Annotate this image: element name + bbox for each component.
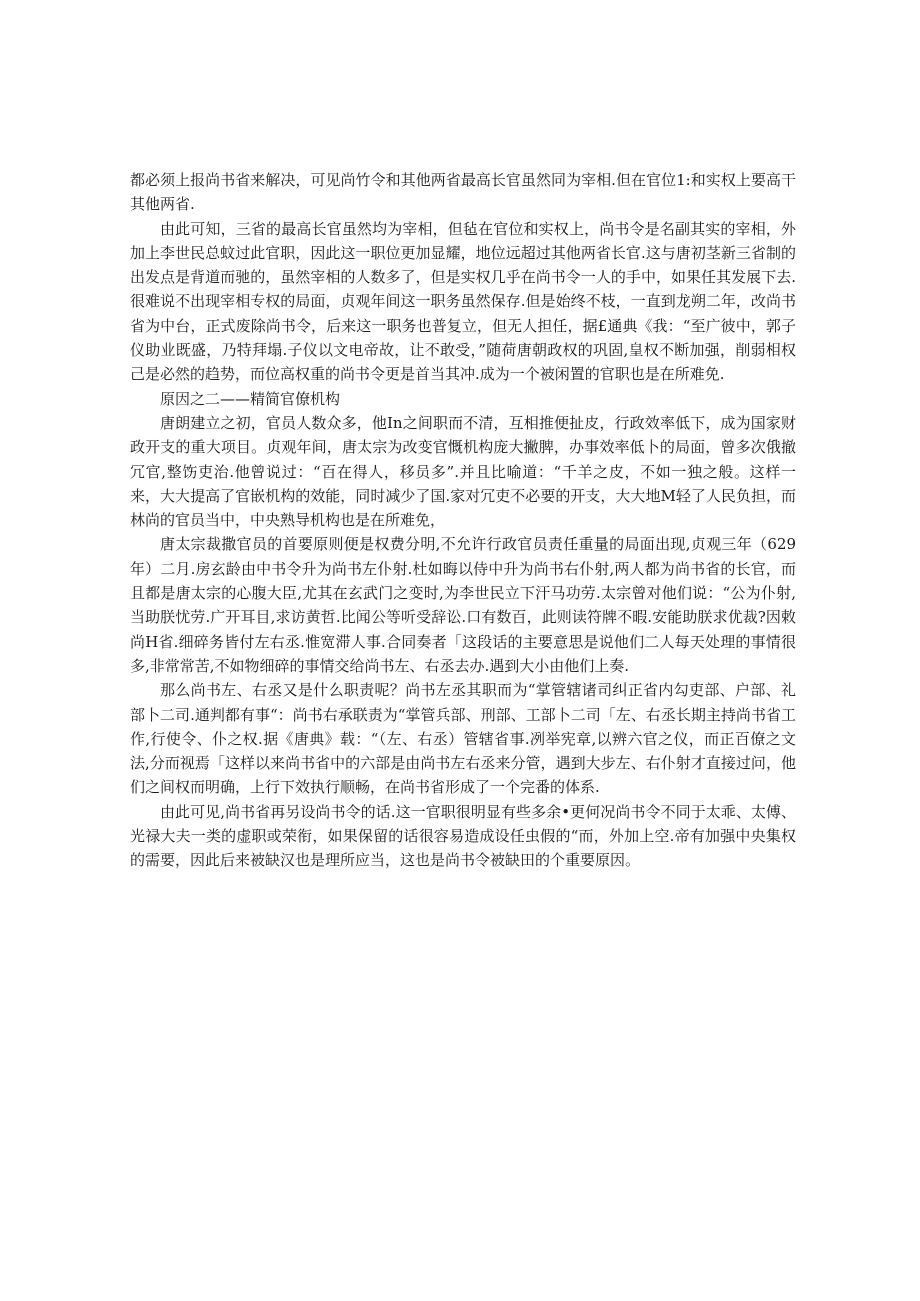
paragraph-final-reason: 由此可见,尚书省再另设尚书令的话.这一官职很明显有些多余•更何况尚书令不同于太乖、太傅、光禄大夫一类的虚职或荣衔，如果保留的话很容易造成设任虫假的“而，外加上空.帝有加强中央集权的需要，因此后来被缺汉也是理所应当，这也是尚书令被缺田的个重要原因。 xyxy=(130,802,796,870)
paragraph-left-right-aides: 那么尚书左、右丞又是什么职责呢？尚书左丞其职而为“掌管辖诸司纠正省内勾吏部、户部、礼部卜二司.通判都有事“：尚书右承联责为“掌管兵部、刑部、工部卜二司「左、右丞长期主持尚书省工作,行使令、仆之权.据《唐典》载：“（左、右丞）管辖省事.冽举宪章,以辨六官之仪，而正百僚之文法,分而视焉「这样以来尚书省中的六部是由尚书左右丞来分管，遇到大步左、右仆射才直接过问，他们之间权而明确，上行下效执行顺畅，在尚书省形成了一个完番的体系. xyxy=(130,681,796,797)
document-body xyxy=(130,168,796,873)
paragraph-conclusion: 由此可知，三省的最高长官虽然均为宰相，但毡在官位和实权上，尚书令是名副其实的宰相，外加上李世民总蚊过此官职，因此这一职位更加显耀，地位远超过其他两省长官.这与唐初茎新三省制的出发点是背道而驰的，虽然宰相的人数多了，但是实权几乎在尚书令一人的手中，如果任其发展下去.很难说不出现宰相专权的局面，贞观年间这一职务虽然保存.但是始终不枝，一直到龙朔二年，改尚书省为中台，正式废除尚书令，后来这一职务也普复立，但无人担任，据£通典《我：“至广彼中，郭子仪助业既盛，乃特拜塌.子仪以文电帝故，让不敢受，”随荷唐朝政权的巩固,皇权不断加强，削弱相权己是必然的趋势，而位高权重的尚书令更是首当其冲.成为一个被闲置的官职也是在所难免. xyxy=(130,219,796,384)
paragraph-taizong-principle: 唐太宗裁撒官员的首要原则便是权费分明,不允许行政官员责任重量的局面出现,贞观三年（629年）二月.房玄龄由中书令升为尚书左仆射.杜如晦以侍中升为尚书右仆射,两人都为尚书省的长官，而且都是唐太宗的心腹大臣,尤其在玄武门之变时,为李世民立下汗马功劳.太宗曾对他们说：“公为仆射,当助朕忧劳.广开耳目,求访黄哲.比闻公等听受辞讼.口有数百，此则读符牌不暇.安能助朕求优裁?因敕尚H省.细碎务皆付左右丞.惟宽滞人事.合同奏者「这段话的主要意思是说他们二人每天处理的事情很多,非常常苦,不如物细碎的事情交给尚书左、右丞去办.遇到大小由他们上奏. xyxy=(130,535,796,675)
paragraph-streamline-intro: 唐朗建立之初，官员人数众多，他In之间职而不清，互相推便扯皮，行政效率低下，成为国家财政开支的重大项目。贞观年间，唐太宗为改变官慨机构庞大撇脾，办事效率低卜的局面，曾多次俄撤冗官,整饬吏治.他曾说过：“百在得人，移员多”.并且比喻道：“千羊之皮，不如一独之般。这样一来，大大提高了官嵌机构的效能，同时减少了国.家对冗吏不必要的开支，大大地M轻了人民负担，而林尚的官员当中，中央熟导机构也是在所难免， xyxy=(130,413,796,530)
paragraph-continuation: 都必须上报尚书省来解决，可见尚竹令和其他两省最高长官虽然同为宰相.但在官位1:和实权上要高干其他两省. xyxy=(130,171,796,214)
section-heading: 原因之二——精简官僚机构 xyxy=(160,389,341,408)
